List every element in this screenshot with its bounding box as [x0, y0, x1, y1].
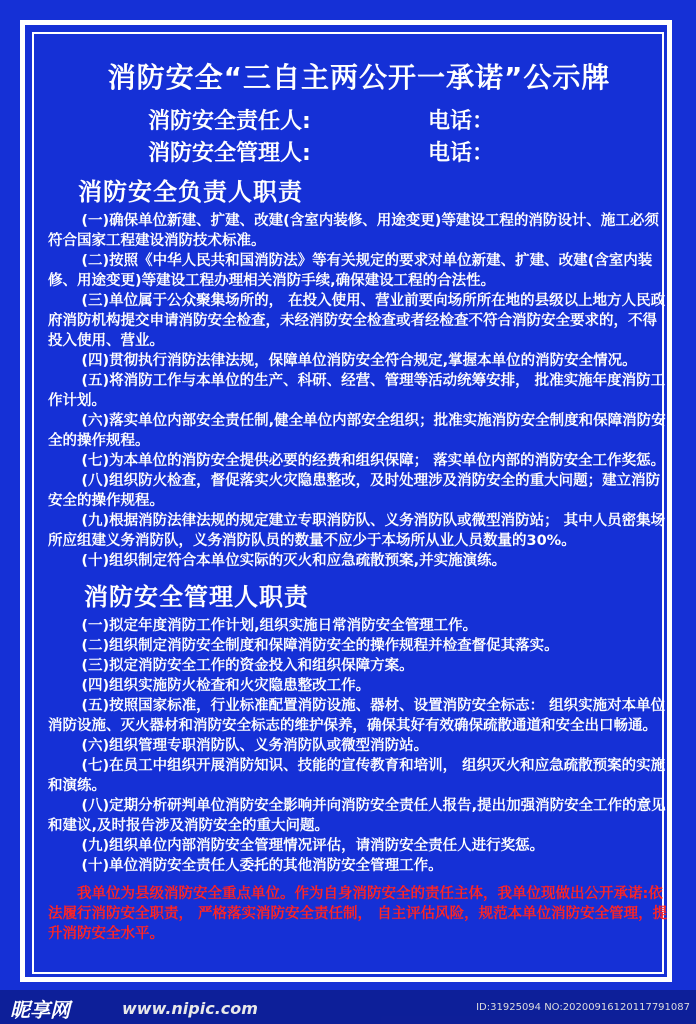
list-item: (十)单位消防安全责任人委托的其他消防安全管理工作。: [81, 858, 443, 874]
list-item: (九)根据消防法律法规的规定建立专职消防队、义务消防队或微型消防站； 其中人员密集场所应组建义务消防队，义务消防队员的数量不应少于本场所从业人员数量的30%。: [48, 513, 666, 549]
list-item: (五)将消防工作与本单位的生产、科研、经营、管理等活动统筹安排， 批准实施年度消防工作计划。: [48, 373, 666, 409]
list-item: (六)落实单位内部安全责任制,健全单位内部安全组织；批准实施消防安全制度和保障消防安全的操作规程。: [48, 413, 666, 449]
watermark-id: ID:31925094 NO:20200916120117791087: [476, 1002, 690, 1013]
manager-duties-list: [48, 616, 670, 876]
notice-board: [48, 38, 670, 944]
list-item: (一)确保单位新建、扩建、改建(含室内装修、用途变更)等建设工程的消防设计、施工必须符合国家工程建设消防技术标准。: [48, 213, 659, 249]
list-item: (九)组织单位内部消防安全管理情况评估，请消防安全责任人进行奖惩。: [81, 838, 545, 854]
contact-phone-label: 电话：: [428, 109, 495, 134]
list-item: (二)组织制定消防安全制度和保障消防安全的操作规程并检查督促其落实。: [81, 638, 559, 654]
watermark-bar: [0, 990, 696, 1024]
contact-phone-label: 电话：: [428, 141, 495, 166]
list-item: (八)定期分析研判单位消防安全影响并向消防安全责任人报告,提出加强消防安全工作的意见和建议,及时报告涉及消防安全的重大问题。: [48, 798, 666, 834]
watermark-logo: 昵享网: [10, 998, 70, 1022]
contact-role: 消防安全责任人:: [148, 109, 311, 134]
contact-role: 消防安全管理人:: [148, 141, 311, 166]
list-item: (七)在员工中组织开展消防知识、技能的宣传教育和培训， 组织灭火和应急疏散预案的实施和演练。: [48, 758, 666, 794]
list-item: (三)单位属于公众聚集场所的， 在投入使用、营业前要向场所所在地的县级以上地方人民政府消防机构提交申请消防安全检查，未经消防安全检查或者经检查不符合消防安全要求的，不得投入使用、营业。: [48, 293, 666, 349]
list-item: (七)为本单位的消防安全提供必要的经费和组织保障； 落实单位内部的消防安全工作奖惩。: [81, 453, 666, 469]
list-item: (四)组织实施防火检查和火灾隐患整改工作。: [81, 678, 371, 694]
list-item: (八)组织防火检查，督促落实火灾隐患整改，及时处理涉及消防安全的重大问题；建立消防安全的操作规程。: [48, 473, 661, 509]
list-item: (五)按照国家标准，行业标准配置消防设施、器材、设置消防安全标志： 组织实施对本单位消防设施、灭火器材和消防安全标志的维护保养，确保其好有效确保疏散通道和安全出口畅通。: [48, 698, 666, 734]
contact-row-responsible: [48, 104, 670, 136]
list-item: (三)拟定消防安全工作的资金投入和组织保障方案。: [81, 658, 414, 674]
board-title: 消防安全“三自主两公开一承诺”公示牌: [107, 61, 611, 94]
responsible-duties-list: [48, 211, 670, 571]
public-pledge: 我单位为县级消防安全重点单位。作为自身消防安全的责任主体，我单位现做出公开承诺:依法履行消防安全职责， 严格落实消防安全责任制， 自主评估风险，规范本单位消防安全管理，提升消防安全水平。: [48, 886, 668, 942]
list-item: (四)贯彻执行消防法律法规，保障单位消防安全符合规定,掌握本单位的消防安全情况。: [81, 353, 637, 369]
list-item: (十)组织制定符合本单位实际的灭火和应急疏散预案,并实施演练。: [81, 553, 507, 569]
list-item: (六)组织管理专职消防队、义务消防队或微型消防站。: [81, 738, 429, 754]
list-item: (二)按照《中华人民共和国消防法》等有关规定的要求对单位新建、扩建、改建(含室内装修、用途变更)等建设工程办理相关消防手续,确保建设工程的合法性。: [48, 253, 653, 289]
section-heading-responsible-duties: 消防安全负责人职责: [78, 178, 303, 206]
list-item: (一)拟定年度消防工作计划,组织实施日常消防安全管理工作。: [81, 618, 478, 634]
contact-row-manager: [48, 136, 670, 168]
watermark-url: www.nipic.com: [122, 999, 258, 1018]
section-heading-manager-duties: 消防安全管理人职责: [84, 583, 309, 611]
